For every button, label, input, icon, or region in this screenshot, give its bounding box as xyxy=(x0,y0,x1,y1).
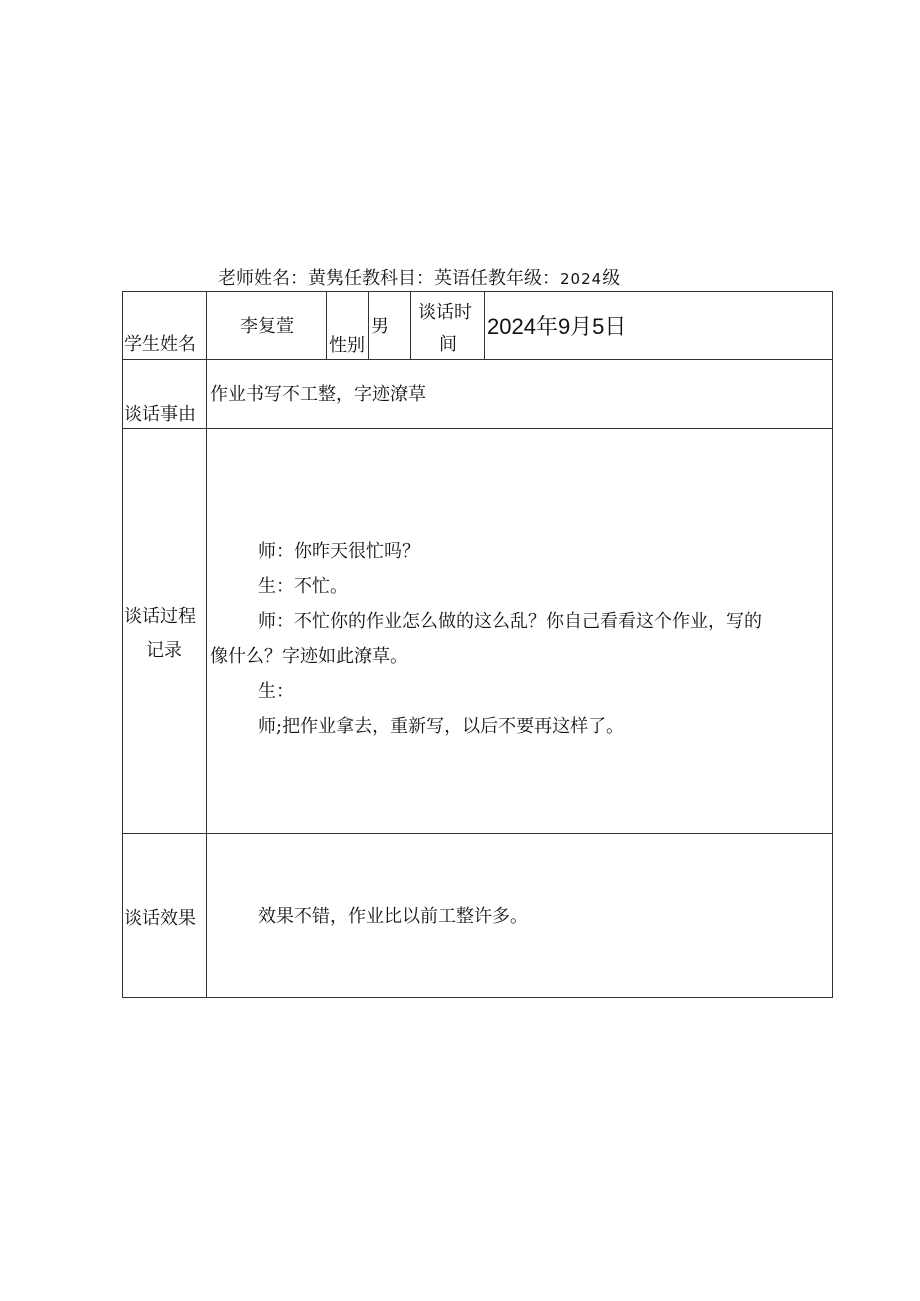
grade-label: 任教年级： xyxy=(470,268,560,289)
teacher-name: 黄隽 xyxy=(308,268,344,289)
dialogue-line: 师;把作业拿去，重新写，以后不要再这样了。 xyxy=(258,716,625,737)
gender-label: 性别 xyxy=(329,335,365,356)
dialogue-line: 像什么？字迹如此潦草。 xyxy=(210,646,408,667)
reason-text: 作业书写不工整，字迹潦草 xyxy=(210,384,426,405)
dialogue-line: 师：不忙你的作业怎么做的这么乱？你自己看看这个作业，写的 xyxy=(258,611,762,632)
process-label-line2: 记录 xyxy=(146,640,182,661)
table-border-bottom xyxy=(122,997,833,998)
subject-label: 任教科目： xyxy=(344,268,434,289)
row1-rule-c xyxy=(410,291,411,359)
table-label-column-rule xyxy=(206,291,207,997)
row1-rule-a xyxy=(326,291,327,359)
table-rule-3 xyxy=(122,833,833,834)
table-rule-1 xyxy=(122,359,833,360)
effect-label: 谈话效果 xyxy=(124,908,196,929)
row1-rule-d xyxy=(484,291,485,359)
process-label-line1: 谈话过程 xyxy=(124,606,196,627)
grade-number: 2024 xyxy=(560,270,603,288)
reason-label: 谈话事由 xyxy=(124,404,196,425)
subject-value: 英语 xyxy=(434,268,470,289)
grade-suffix: 级 xyxy=(602,268,621,289)
dialogue-line: 师：你昨天很忙吗？ xyxy=(258,541,420,562)
gender-value: 男 xyxy=(371,316,389,337)
table-rule-2 xyxy=(122,428,833,429)
student-name-label: 学生姓名 xyxy=(124,334,196,355)
process-dialogue xyxy=(210,534,825,744)
effect-text: 效果不错，作业比以前工整许多。 xyxy=(258,906,528,927)
dialogue-line: 生： xyxy=(258,681,294,702)
student-name-value: 李复萱 xyxy=(240,316,294,337)
dialogue-line: 生：不忙。 xyxy=(258,576,348,597)
record-header xyxy=(218,264,620,290)
talk-date-value: 2024年9月5日 xyxy=(487,314,627,339)
table-border-right xyxy=(832,291,833,997)
row1-rule-b xyxy=(368,291,369,359)
table-border-top xyxy=(122,291,833,292)
teacher-label: 老师姓名： xyxy=(218,268,308,289)
table-border-left xyxy=(122,291,123,997)
talk-time-label-line2: 间 xyxy=(439,334,457,355)
talk-time-label-line1: 谈话时 xyxy=(418,302,472,323)
